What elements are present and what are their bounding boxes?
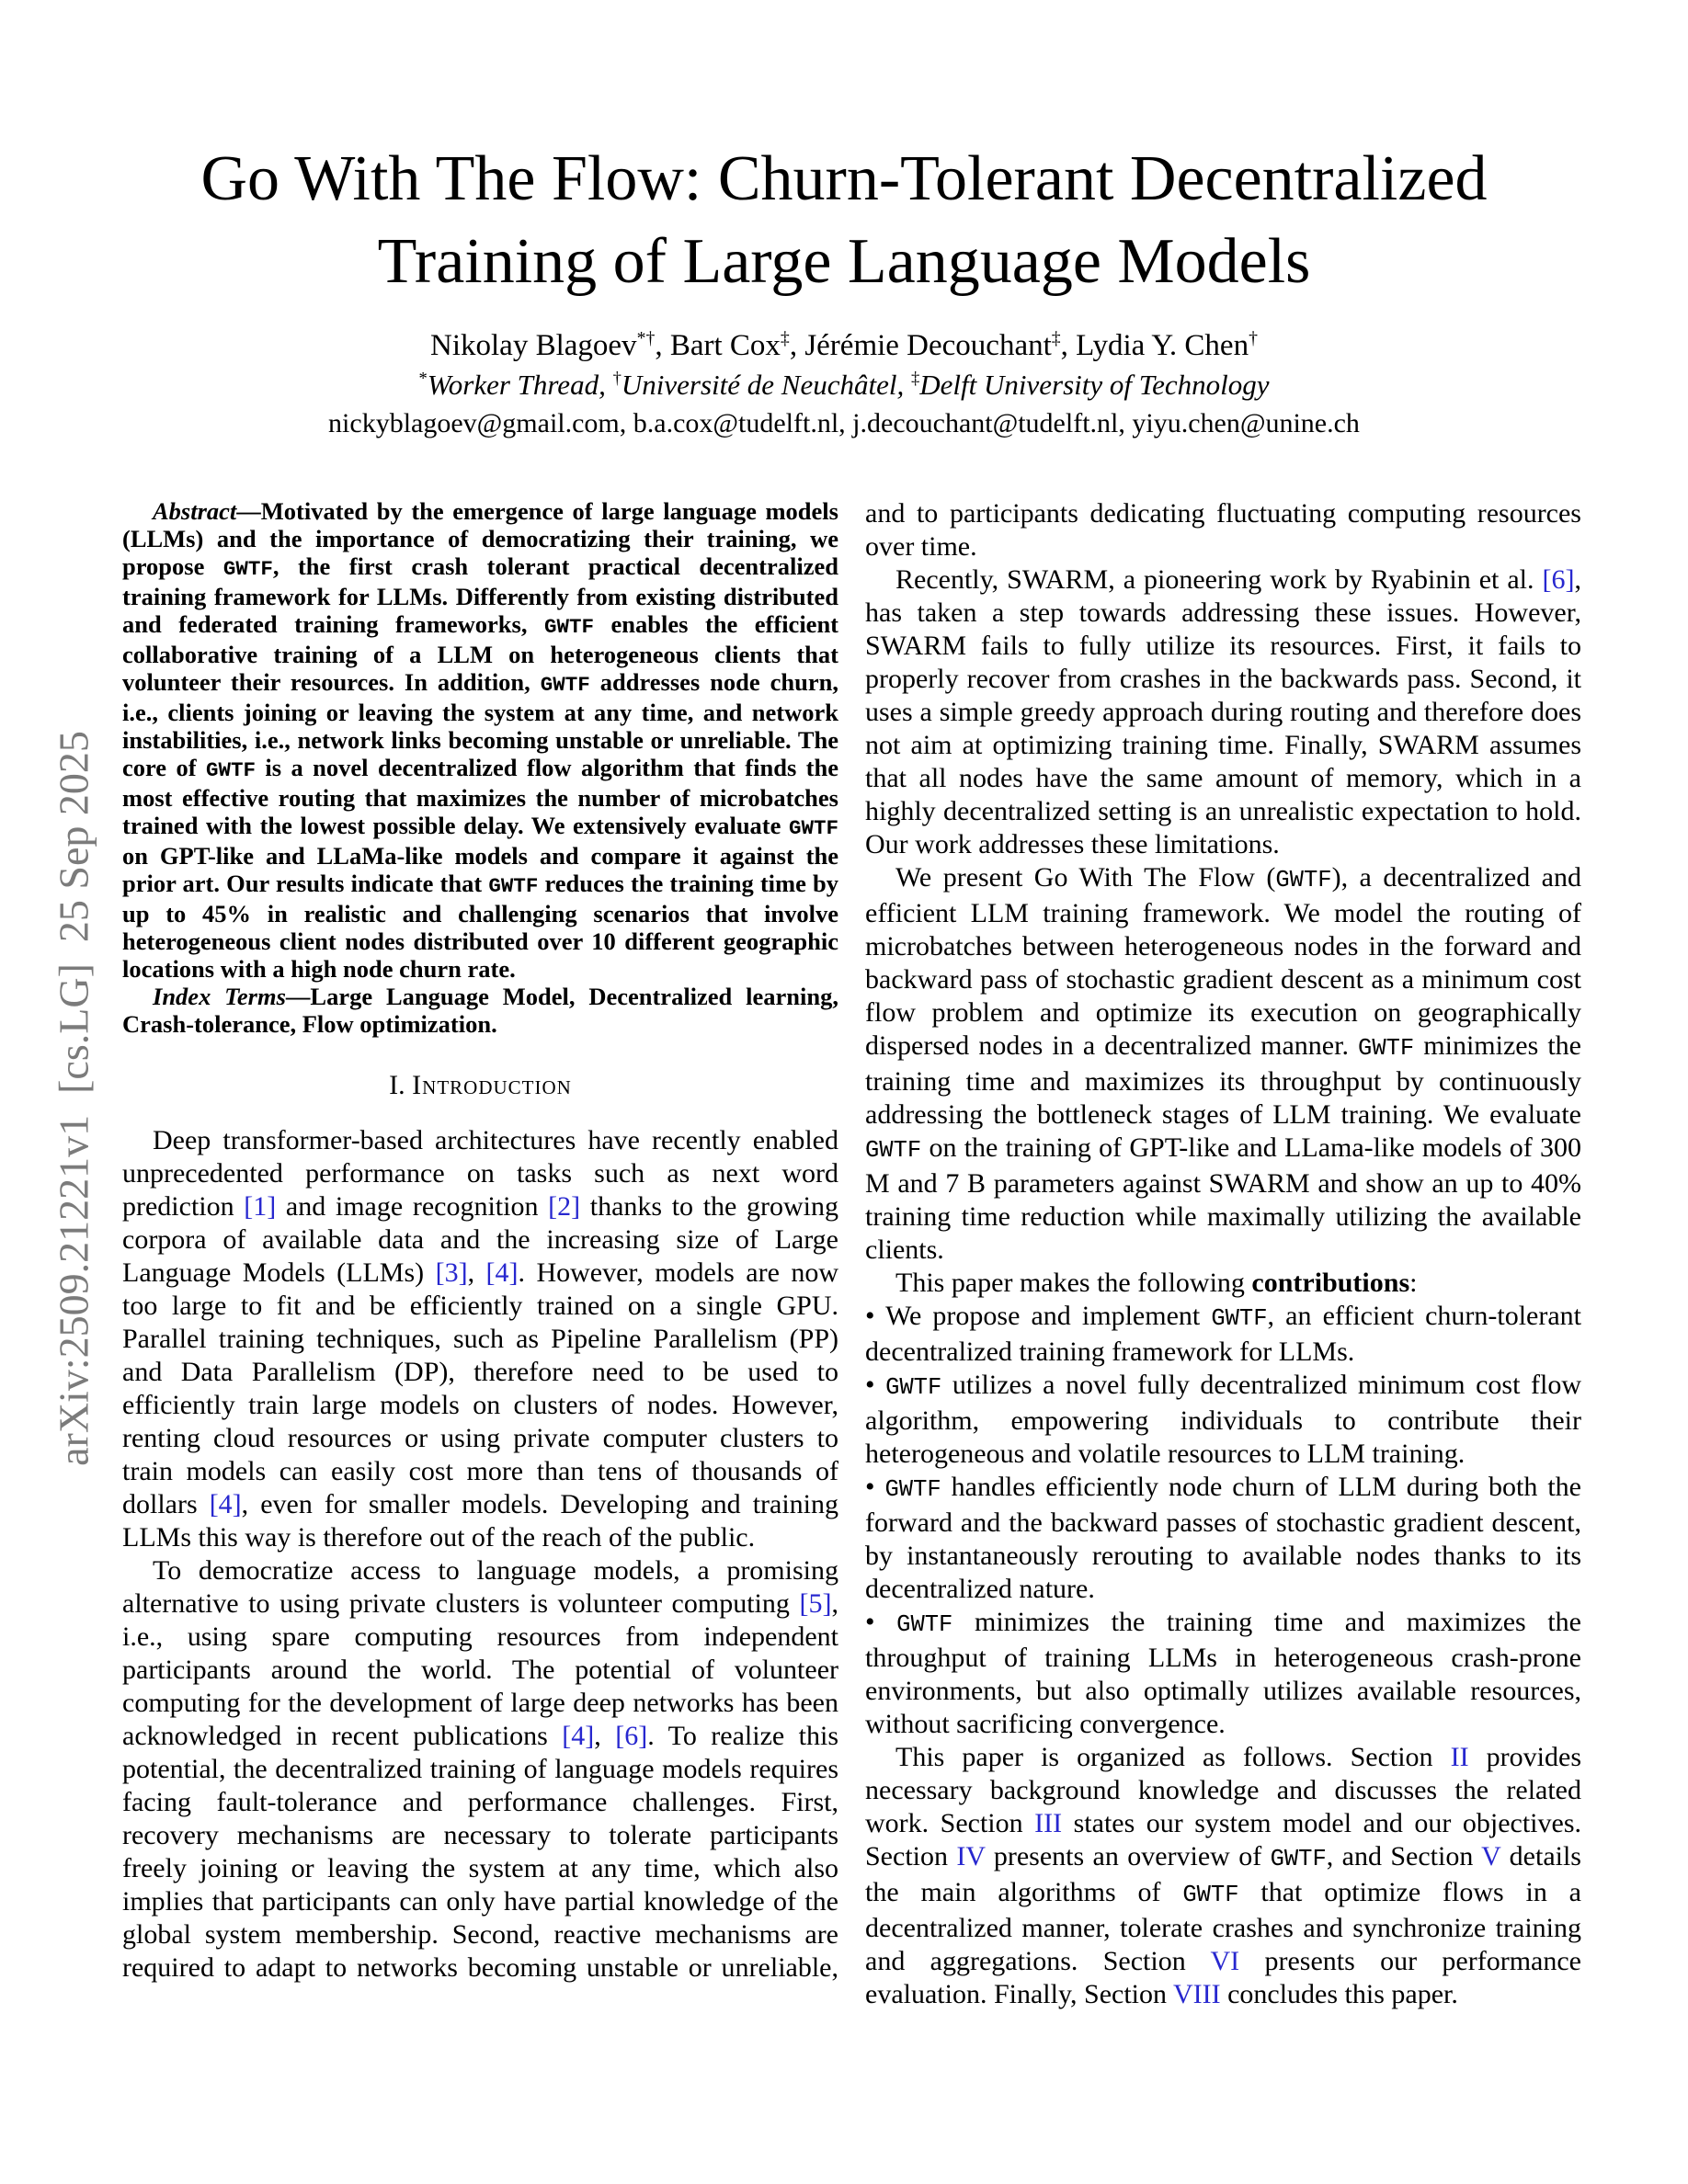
text-segment: GWTF — [543, 615, 595, 639]
text-segment: ), a decentralized and efficient LLM training framework. We model the routing of microbatches between heterogeneous nodes in the forward and backward pass of stochastic gradient descent as a minimum cost flow problem and optimize its execution on geographically dispersed nodes in a decentralized manner. — [865, 862, 1581, 1061]
text-segment: I. — [389, 1070, 405, 1100]
text-segment: presents our performance evaluation. Finally, Section — [865, 1946, 1581, 2009]
text-segment: GWTF — [1182, 1882, 1239, 1908]
text-segment: , even for smaller models. Developing and training LLMs this way is therefore out of the reach of the public. — [122, 1489, 838, 1553]
text-segment: Worker Thread, — [427, 369, 613, 401]
text-segment: . However, models are now too large to fit and be efficiently trained on a single GPU. Parallel training techniques, such as Pipeline Parallelism (PP) and Data Parallelism (DP), therefore need to be used to efficiently train large models on clusters of nodes. However, renting cloud resources or using private computer clusters to train models can easily cost more than tens of thousands of dollars — [122, 1257, 838, 1519]
text-segment: GWTF — [1358, 1035, 1415, 1062]
ref-link[interactable]: [2] — [548, 1191, 581, 1222]
text-segment: This paper is organized as follows. Section — [895, 1742, 1451, 1772]
text-segment: *† — [636, 328, 656, 348]
intro-paragraph-3 — [865, 563, 1581, 861]
emails-line: nickyblagoev@gmail.com, b.a.cox@tudelft.nl, j.decouchant@tudelft.nl, yiyu.chen@unine.ch — [328, 408, 1360, 438]
text-segment: , — [467, 1257, 486, 1288]
section-heading-introduction — [122, 1069, 838, 1102]
text-segment: , Bart Cox — [655, 329, 781, 362]
text-segment: concludes this paper. — [1220, 1979, 1458, 2009]
ref-link[interactable]: [4] — [485, 1257, 519, 1288]
ref-link[interactable]: VIII — [1172, 1979, 1221, 2009]
text-segment: ‡ — [780, 328, 790, 348]
intro-paragraph-4 — [865, 861, 1581, 1267]
text-segment: GWTF — [488, 874, 539, 898]
text-segment: is a novel decentralized flow algorithm that finds the most effective routing that maximizes the number of microbatches trained with the lowest possible delay. We extensively evaluate — [122, 754, 838, 839]
text-segment: and to participants dedicating fluctuating computing resources over time. — [865, 498, 1581, 562]
text-segment: states our system model and our objectives. Section — [865, 1808, 1581, 1871]
text-segment: , an efficient churn-tolerant decentralized training framework for LLMs. — [865, 1301, 1581, 1367]
right-column — [865, 497, 1581, 2011]
text-segment: utilizes a novel fully decentralized minimum cost flow algorithm, empowering individuals to contribute their heterogeneous and volatile resources to LLM training. — [865, 1370, 1581, 1469]
text-segment: † — [612, 369, 622, 389]
arxiv-watermark: arXiv:2509.21221v1 [cs.LG] 25 Sep 2025 — [50, 731, 97, 1466]
ref-link[interactable]: VI — [1210, 1946, 1240, 1976]
text-segment: GWTF — [1270, 1846, 1327, 1872]
text-segment: addresses node churn, i.e., clients joining or leaving the system at any time, and network instabilities, i.e., network links becoming unstable or unreliable. The core of — [122, 668, 838, 781]
ref-link[interactable]: III — [1034, 1808, 1063, 1838]
text-segment: thanks to the growing corpora of available data and the increasing size of Large Language Models (LLMs) — [122, 1191, 838, 1288]
text-segment: , Jérémie Decouchant — [789, 329, 1052, 362]
text-segment: ‡ — [1051, 328, 1061, 348]
left-column — [122, 497, 838, 2011]
ref-link[interactable]: [4] — [209, 1489, 242, 1519]
text-segment: Abstract — [153, 497, 237, 525]
text-segment: Introduction — [412, 1070, 572, 1100]
title-line-2: Training of Large Language Models — [377, 226, 1311, 297]
text-segment: GWTF — [540, 673, 590, 697]
authors-line — [0, 327, 1688, 364]
text-segment: details the main algorithms of — [865, 1841, 1581, 1907]
text-segment: Université de Neuchâtel, — [621, 369, 911, 401]
contribution-bullet-2 — [865, 1369, 1581, 1471]
two-column-body — [0, 497, 1688, 2011]
text-segment: Index Terms — [153, 983, 286, 1010]
text-segment: GWTF — [896, 1611, 953, 1638]
text-segment: GWTF — [205, 758, 257, 782]
affiliations-line — [0, 368, 1688, 403]
text-segment: Recently, SWARM, a pioneering work by Ryabinin et al. — [895, 564, 1543, 595]
text-segment: , the first crash tolerant practical decentralized training framework for LLMs. Differently from existing distributed and federated training frameworks, — [122, 552, 838, 638]
text-segment: presents an overview of — [985, 1841, 1271, 1871]
text-segment: contributions — [1251, 1268, 1410, 1298]
text-segment: • We propose and implement — [865, 1301, 1212, 1331]
text-segment: GWTF — [885, 1374, 942, 1401]
text-segment: GWTF — [865, 1137, 922, 1164]
text-segment: enables the efficient collaborative training of a LLM on heterogeneous clients that volunteer their resources. In addition, — [122, 610, 839, 696]
text-segment: , and Section — [1326, 1841, 1482, 1871]
text-segment: minimizes the training time and maximizes its throughput by continuously addressing the bottleneck stages of LLM training. We evaluate — [865, 1030, 1581, 1130]
text-segment: * — [418, 369, 428, 389]
text-segment: , has taken a step towards addressing these issues. However, SWARM fails to fully utilize its resources. First, it fails to properly recover from crashes in the backwards pass. Second, it uses a simple greedy approach during routing and therefore does not aim at optimizing training time. Finally, SWARM assumes that all nodes have the same amount of memory, which in a highly decentralized setting is an unrealistic expectation to hold. Our work addresses these limitations. — [865, 564, 1581, 859]
text-segment: We present Go With The Flow ( — [895, 862, 1276, 893]
page-title — [0, 138, 1688, 303]
text-segment: handles efficiently node churn of LLM during both the forward and the backward passes of stochastic gradient descent, by instantaneously rerouting to available nodes thanks to its decentralized nature. — [865, 1472, 1581, 1604]
text-segment: , — [594, 1721, 616, 1751]
text-segment: on GPT-like and LLaMa-like models and compare it against the prior art. Our results indicate that — [122, 842, 838, 897]
text-segment: GWTF — [1275, 867, 1332, 893]
text-segment: ‡ — [910, 369, 920, 389]
intro-paragraph-6 — [865, 1741, 1581, 2011]
intro-paragraph-2-continued — [865, 497, 1581, 563]
text-segment: : — [1409, 1268, 1418, 1298]
contribution-bullet-3 — [865, 1471, 1581, 1606]
text-segment: • — [865, 1370, 886, 1400]
ref-link[interactable]: II — [1450, 1742, 1469, 1772]
text-segment: minimizes the training time and maximizes the throughput of training LLMs in heterogeneous crash-prone environments, but also optimally utilizes available resources, without sacrificing convergence. — [865, 1607, 1581, 1739]
text-segment: GWTF — [1211, 1305, 1268, 1332]
text-segment: . To realize this potential, the decentralized training of language models requires facing fault-tolerance and performance challenges. First, recovery mechanisms are necessary to tolerate participants freely joining or leaving the system at any time, which also implies that participants can only have partial knowledge of the global system membership. Second, reactive mechanisms are required to adapt to networks becoming unstable or unreliable, — [122, 1721, 839, 1983]
text-segment: provides necessary background knowledge and discusses the related work. Section — [865, 1742, 1581, 1838]
intro-paragraph-2 — [122, 1554, 838, 1985]
ref-link[interactable]: [4] — [562, 1721, 595, 1751]
text-segment: reduces the training time by up to 45% in realistic and challenging scenarios that involve heterogeneous client nodes distributed over 10 different geographic locations with a high node churn rate. — [122, 870, 838, 983]
index-terms-paragraph — [122, 983, 838, 1038]
contribution-bullet-4 — [865, 1606, 1581, 1741]
ref-link[interactable]: [1] — [244, 1191, 277, 1222]
text-segment: on the training of GPT-like and LLama-like models of 300 M and 7 B parameters against SWARM and show an up to 40% training time reduction while maximally utilizing the available clients. — [865, 1132, 1581, 1265]
text-segment: • — [865, 1607, 897, 1637]
intro-paragraph-1 — [122, 1124, 838, 1554]
paper-header — [0, 138, 1688, 440]
contribution-bullet-1 — [865, 1300, 1581, 1369]
ref-link[interactable]: V — [1481, 1841, 1501, 1871]
text-segment: —Large Language Model, Decentralized learning, Crash-tolerance, Flow optimization. — [122, 983, 838, 1038]
intro-paragraph-5 — [865, 1267, 1581, 1300]
ref-link[interactable]: [6] — [1542, 564, 1575, 595]
text-segment: —Motivated by the emergence of large language models (LLMs) and the importance of democratizing their training, we propose — [122, 497, 838, 580]
text-segment: , i.e., using spare computing resources from independent participants around the world. The potential of volunteer computing for the development of large deep networks has been acknowledged in recent publications — [122, 1588, 838, 1751]
text-segment: GWTF — [222, 557, 273, 581]
ref-link[interactable]: IV — [956, 1841, 986, 1871]
title-line-1: Go With The Flow: Churn-Tolerant Decentralized — [200, 143, 1488, 214]
text-segment: Deep transformer-based architectures have recently enabled unprecedented performance on tasks such as next word prediction — [122, 1125, 838, 1222]
ref-link[interactable]: [6] — [615, 1721, 648, 1751]
text-segment: † — [1249, 328, 1258, 348]
text-segment: To democratize access to language models, a promising alternative to using private clusters is volunteer computing — [122, 1555, 838, 1619]
abstract-paragraph — [122, 497, 838, 983]
text-segment: GWTF — [788, 816, 838, 840]
text-segment: , Lydia Y. Chen — [1060, 329, 1249, 362]
text-segment: • — [865, 1472, 885, 1502]
text-segment: Nikolay Blagoev — [430, 329, 637, 362]
text-segment: GWTF — [884, 1476, 941, 1503]
ref-link[interactable]: [5] — [799, 1588, 832, 1619]
text-segment: This paper makes the following — [895, 1268, 1252, 1298]
text-segment: Delft University of Technology — [919, 369, 1270, 401]
text-segment: and image recognition — [276, 1191, 549, 1222]
text-segment: that optimize flows in a decentralized manner, tolerate crashes and synchronize training and aggregations. Section — [865, 1877, 1581, 1976]
ref-link[interactable]: [3] — [435, 1257, 468, 1288]
